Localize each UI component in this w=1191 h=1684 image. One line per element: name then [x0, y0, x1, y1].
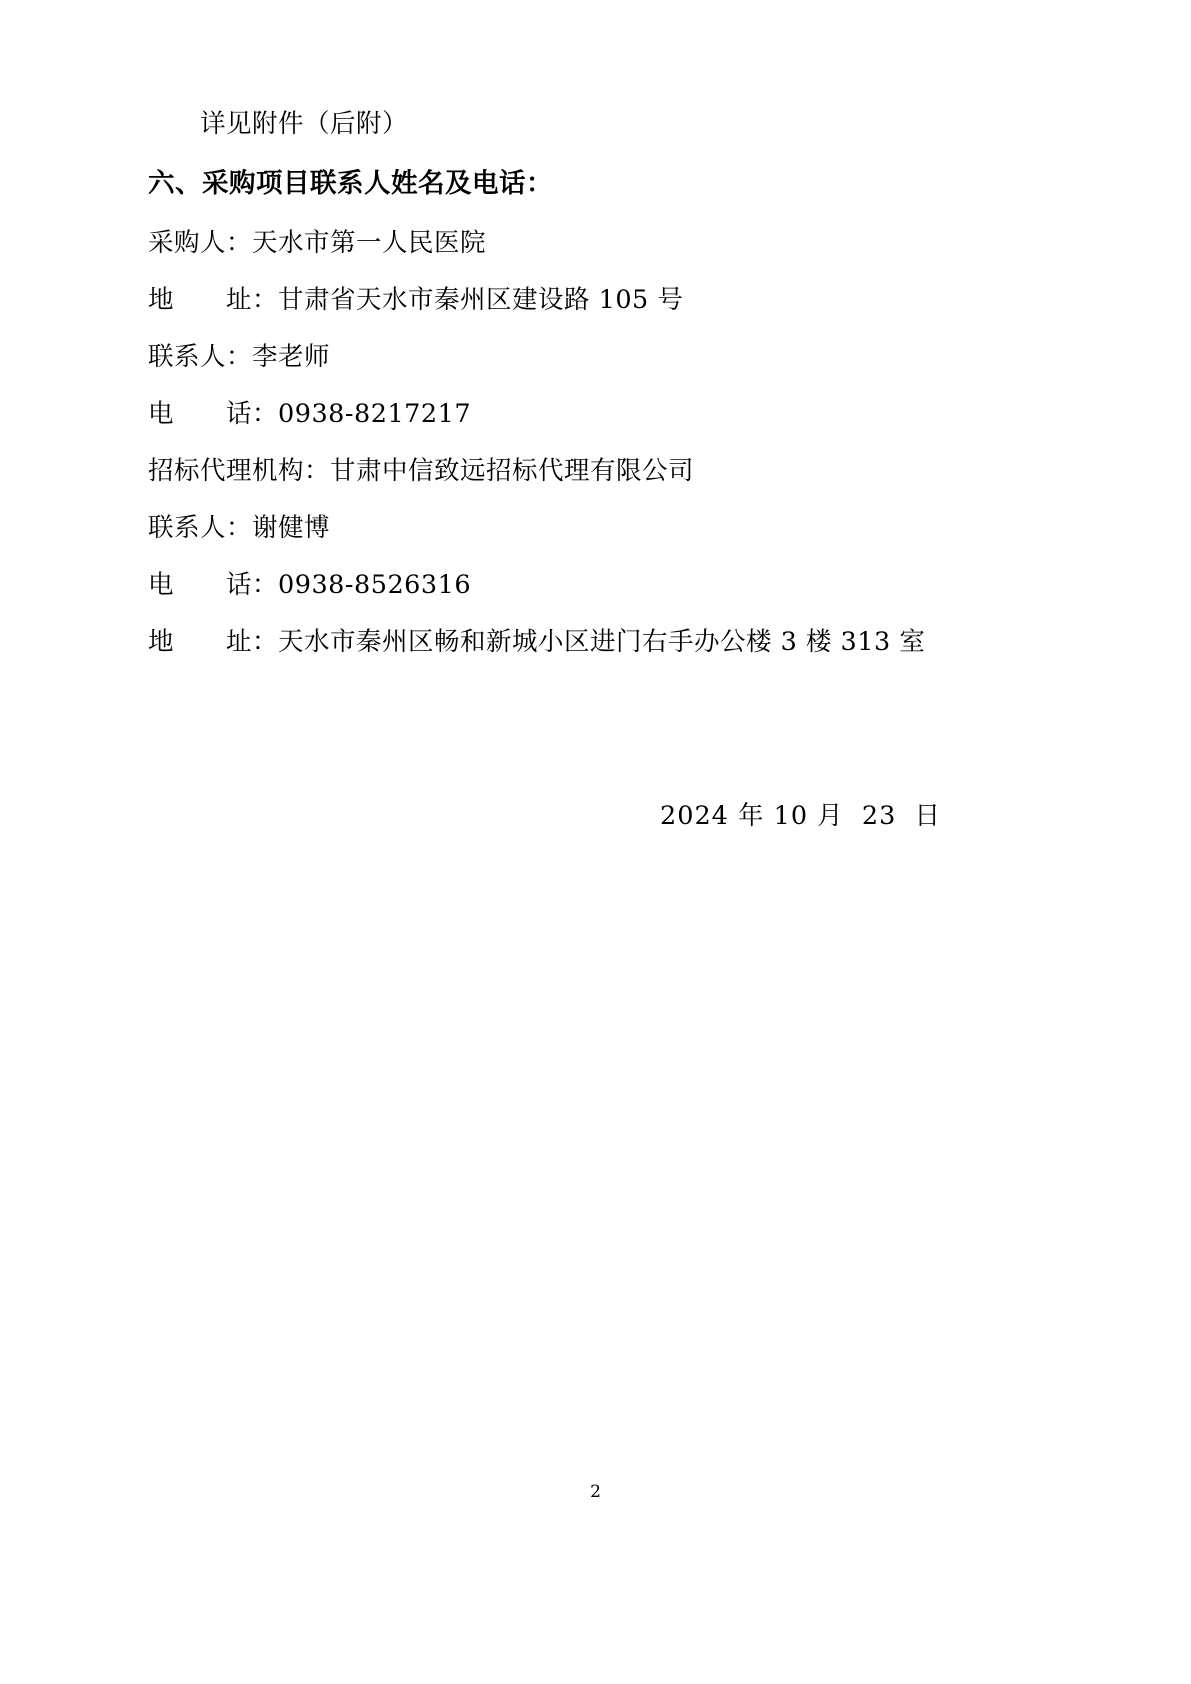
contact-line-purchaser-phone: 电 话：0938-8217217	[148, 399, 472, 429]
document-body	[148, 96, 1048, 671]
contact-line-agency-phone: 电 话：0938-8526316	[148, 570, 472, 600]
contact-line-purchaser-person: 联系人：李老师	[148, 342, 331, 372]
section-heading-contacts: 六、采购项目联系人姓名及电话：	[148, 168, 553, 199]
page-number: 2	[590, 1482, 601, 1502]
contact-line-purchaser-address: 地 址：甘肃省天水市秦州区建设路 105 号	[148, 285, 684, 315]
document-date: 2024 年 10 月 23 日	[660, 801, 942, 831]
contact-line-agency-address: 地 址：天水市秦州区畅和新城小区进门右手办公楼 3 楼 313 室	[148, 627, 926, 657]
contact-line-agency-person: 联系人：谢健博	[148, 513, 331, 543]
attachment-note: 详见附件（后附）	[200, 109, 409, 139]
contact-line-agency: 招标代理机构：甘肃中信致远招标代理有限公司	[148, 456, 695, 486]
contact-line-purchaser: 采购人：天水市第一人民医院	[148, 228, 487, 258]
